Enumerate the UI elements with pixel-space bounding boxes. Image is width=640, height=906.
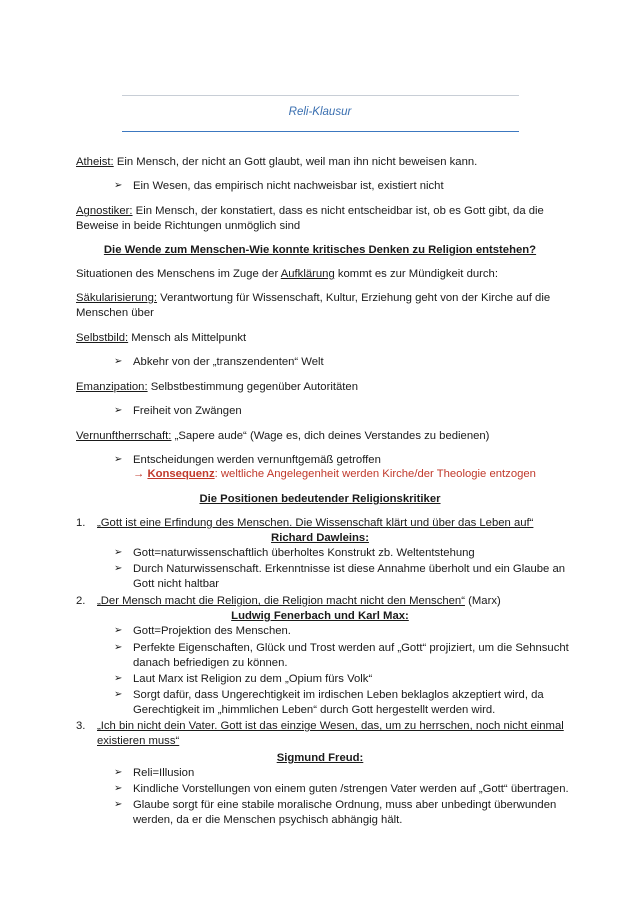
bullet-arrow-icon: ➢ <box>114 783 123 794</box>
bullet-text: Freiheit von Zwängen <box>133 405 242 417</box>
quote-text: „Der Mensch macht die Religion, die Religion macht nicht den Menschen“ <box>97 595 465 607</box>
consequence-text: : weltliche Angelegenheit werden Kirche/der Theologie entzogen <box>214 468 536 480</box>
quote-attribution: (Marx) <box>464 595 501 607</box>
consequence-line <box>133 467 536 481</box>
bullet-arrow-icon: ➢ <box>114 405 123 416</box>
section-heading-wende: Die Wende zum Menschen-Wie konnte kritisches Denken zu Religion entstehen? <box>103 244 537 256</box>
bullet-text-continued: werden, da er die Menschen psychisch abhängig hält. <box>133 814 403 826</box>
definition-emanzipation <box>76 380 358 394</box>
author-feuerbach-marx: Ludwig Fenerbach und Karl Max: <box>231 610 409 622</box>
term-atheist: Atheist: <box>76 156 114 168</box>
quote-freud-continued: existieren muss“ <box>97 735 180 747</box>
definition-saekularisierung <box>76 291 550 305</box>
list-number: 2. <box>76 595 86 607</box>
definition-selbstbild <box>76 331 246 345</box>
bullet-arrow-icon: ➢ <box>114 799 123 810</box>
bullet-text: Perfekte Eigenschaften, Glück und Trost werden auf „Gott“ projiziert, um die Sehnsucht <box>133 642 569 654</box>
term-aufklaerung: Aufklärung <box>280 268 335 280</box>
bullet-arrow-icon: ➢ <box>114 689 123 700</box>
bullet-text-continued: Gerechtigkeit im „himmlichen Leben“ durch Gott hergestellt werden wird. <box>133 704 496 716</box>
bullet-text: Sorgt dafür, dass Ungerechtigkeit im irdischen Leben beklaglos akzeptiert wird, da <box>133 689 544 701</box>
situation-line <box>76 267 498 281</box>
bullet-text: Reli=Illusion <box>133 767 195 779</box>
list-number: 3. <box>76 720 86 732</box>
bullet-text: Laut Marx ist Religion zu dem „Opium fürs Volk“ <box>133 673 373 685</box>
bullet-arrow-icon: ➢ <box>114 356 123 367</box>
definition-text: „Sapere aude“ (Wage es, dich deines Verstandes zu bedienen) <box>171 430 490 442</box>
definition-text-continued: Menschen über <box>76 307 154 319</box>
author-dawkins: Richard Dawleins: <box>271 532 369 544</box>
definition-text: Ein Mensch, der konstatiert, dass es nicht entscheidbar ist, ob es Gott gibt, da die <box>132 205 544 217</box>
term-konsequenz: Konsequenz <box>147 468 215 480</box>
bullet-arrow-icon: ➢ <box>114 454 123 465</box>
bullet-text: Durch Naturwissenschaft. Erkenntnisse ist diese Annahme überholt und ein Glaube an <box>133 563 566 575</box>
document-title: Reli-Klausur <box>288 106 352 118</box>
definition-atheist <box>76 155 477 169</box>
header-divider-top <box>122 95 519 96</box>
term-saekularisierung: Säkularisierung: <box>76 292 158 304</box>
bullet-text: Ein Wesen, das empirisch nicht nachweisbar ist, existiert nicht <box>133 180 444 192</box>
bullet-text: Gott=Projektion des Menschen. <box>133 625 291 637</box>
bullet-arrow-icon: ➢ <box>114 547 123 558</box>
bullet-text: Abkehr von der „transzendenten“ Welt <box>133 356 324 368</box>
quote-freud: „Ich bin nicht dein Vater. Gott ist das einzige Wesen, das, um zu herrschen, noch nicht einmal <box>97 720 564 732</box>
definition-text: Verantwortung für Wissenschaft, Kultur, Erziehung geht von der Kirche auf die <box>157 292 551 304</box>
term-emanzipation: Emanzipation: <box>76 381 148 393</box>
definition-text-continued: Beweise in beide Richtungen unmöglich sind <box>76 220 301 232</box>
bullet-text-continued: danach befriedigen zu können. <box>133 657 288 669</box>
bullet-text: Entscheidungen werden vernunftgemäß getroffen <box>133 454 381 466</box>
term-selbstbild: Selbstbild: <box>76 332 129 344</box>
bullet-text: Glaube sorgt für eine stabile moralische Ordnung, muss aber unbedingt überwunden <box>133 799 557 811</box>
situation-text: Situationen des Menschens im Zuge der <box>76 268 281 280</box>
arrow-right-icon: → <box>133 468 148 480</box>
author-freud: Sigmund Freud: <box>276 752 364 764</box>
bullet-arrow-icon: ➢ <box>114 673 123 684</box>
bullet-arrow-icon: ➢ <box>114 767 123 778</box>
bullet-arrow-icon: ➢ <box>114 180 123 191</box>
definition-vernunftherrschaft <box>76 429 489 443</box>
bullet-arrow-icon: ➢ <box>114 625 123 636</box>
definition-text: Selbstbestimmung gegenüber Autoritäten <box>147 381 358 393</box>
quote-dawkins: „Gott ist eine Erfindung des Menschen. Die Wissenschaft klärt und über das Leben auf“ <box>97 517 534 529</box>
bullet-arrow-icon: ➢ <box>114 563 123 574</box>
definition-text: Ein Mensch, der nicht an Gott glaubt, weil man ihn nicht beweisen kann. <box>113 156 478 168</box>
list-number: 1. <box>76 517 86 529</box>
quote-marx <box>97 594 501 608</box>
situation-text-end: kommt es zur Mündigkeit durch: <box>334 268 498 280</box>
definition-agnostiker <box>76 204 544 218</box>
bullet-text: Gott=naturwissenschaftlich überholtes Konstrukt zb. Weltentstehung <box>133 547 475 559</box>
bullet-text: Kindliche Vorstellungen von einem guten /strengen Vater werden auf „Gott“ übertragen. <box>133 783 569 795</box>
section-heading-positionen: Die Positionen bedeutender Religionskritiker <box>199 493 441 505</box>
definition-text: Mensch als Mittelpunkt <box>128 332 247 344</box>
bullet-text-continued: Gott nicht haltbar <box>133 578 220 590</box>
term-agnostiker: Agnostiker: <box>76 205 133 217</box>
header-divider-bottom <box>122 131 519 132</box>
bullet-arrow-icon: ➢ <box>114 642 123 653</box>
term-vernunftherrschaft: Vernunftherrschaft: <box>76 430 172 442</box>
